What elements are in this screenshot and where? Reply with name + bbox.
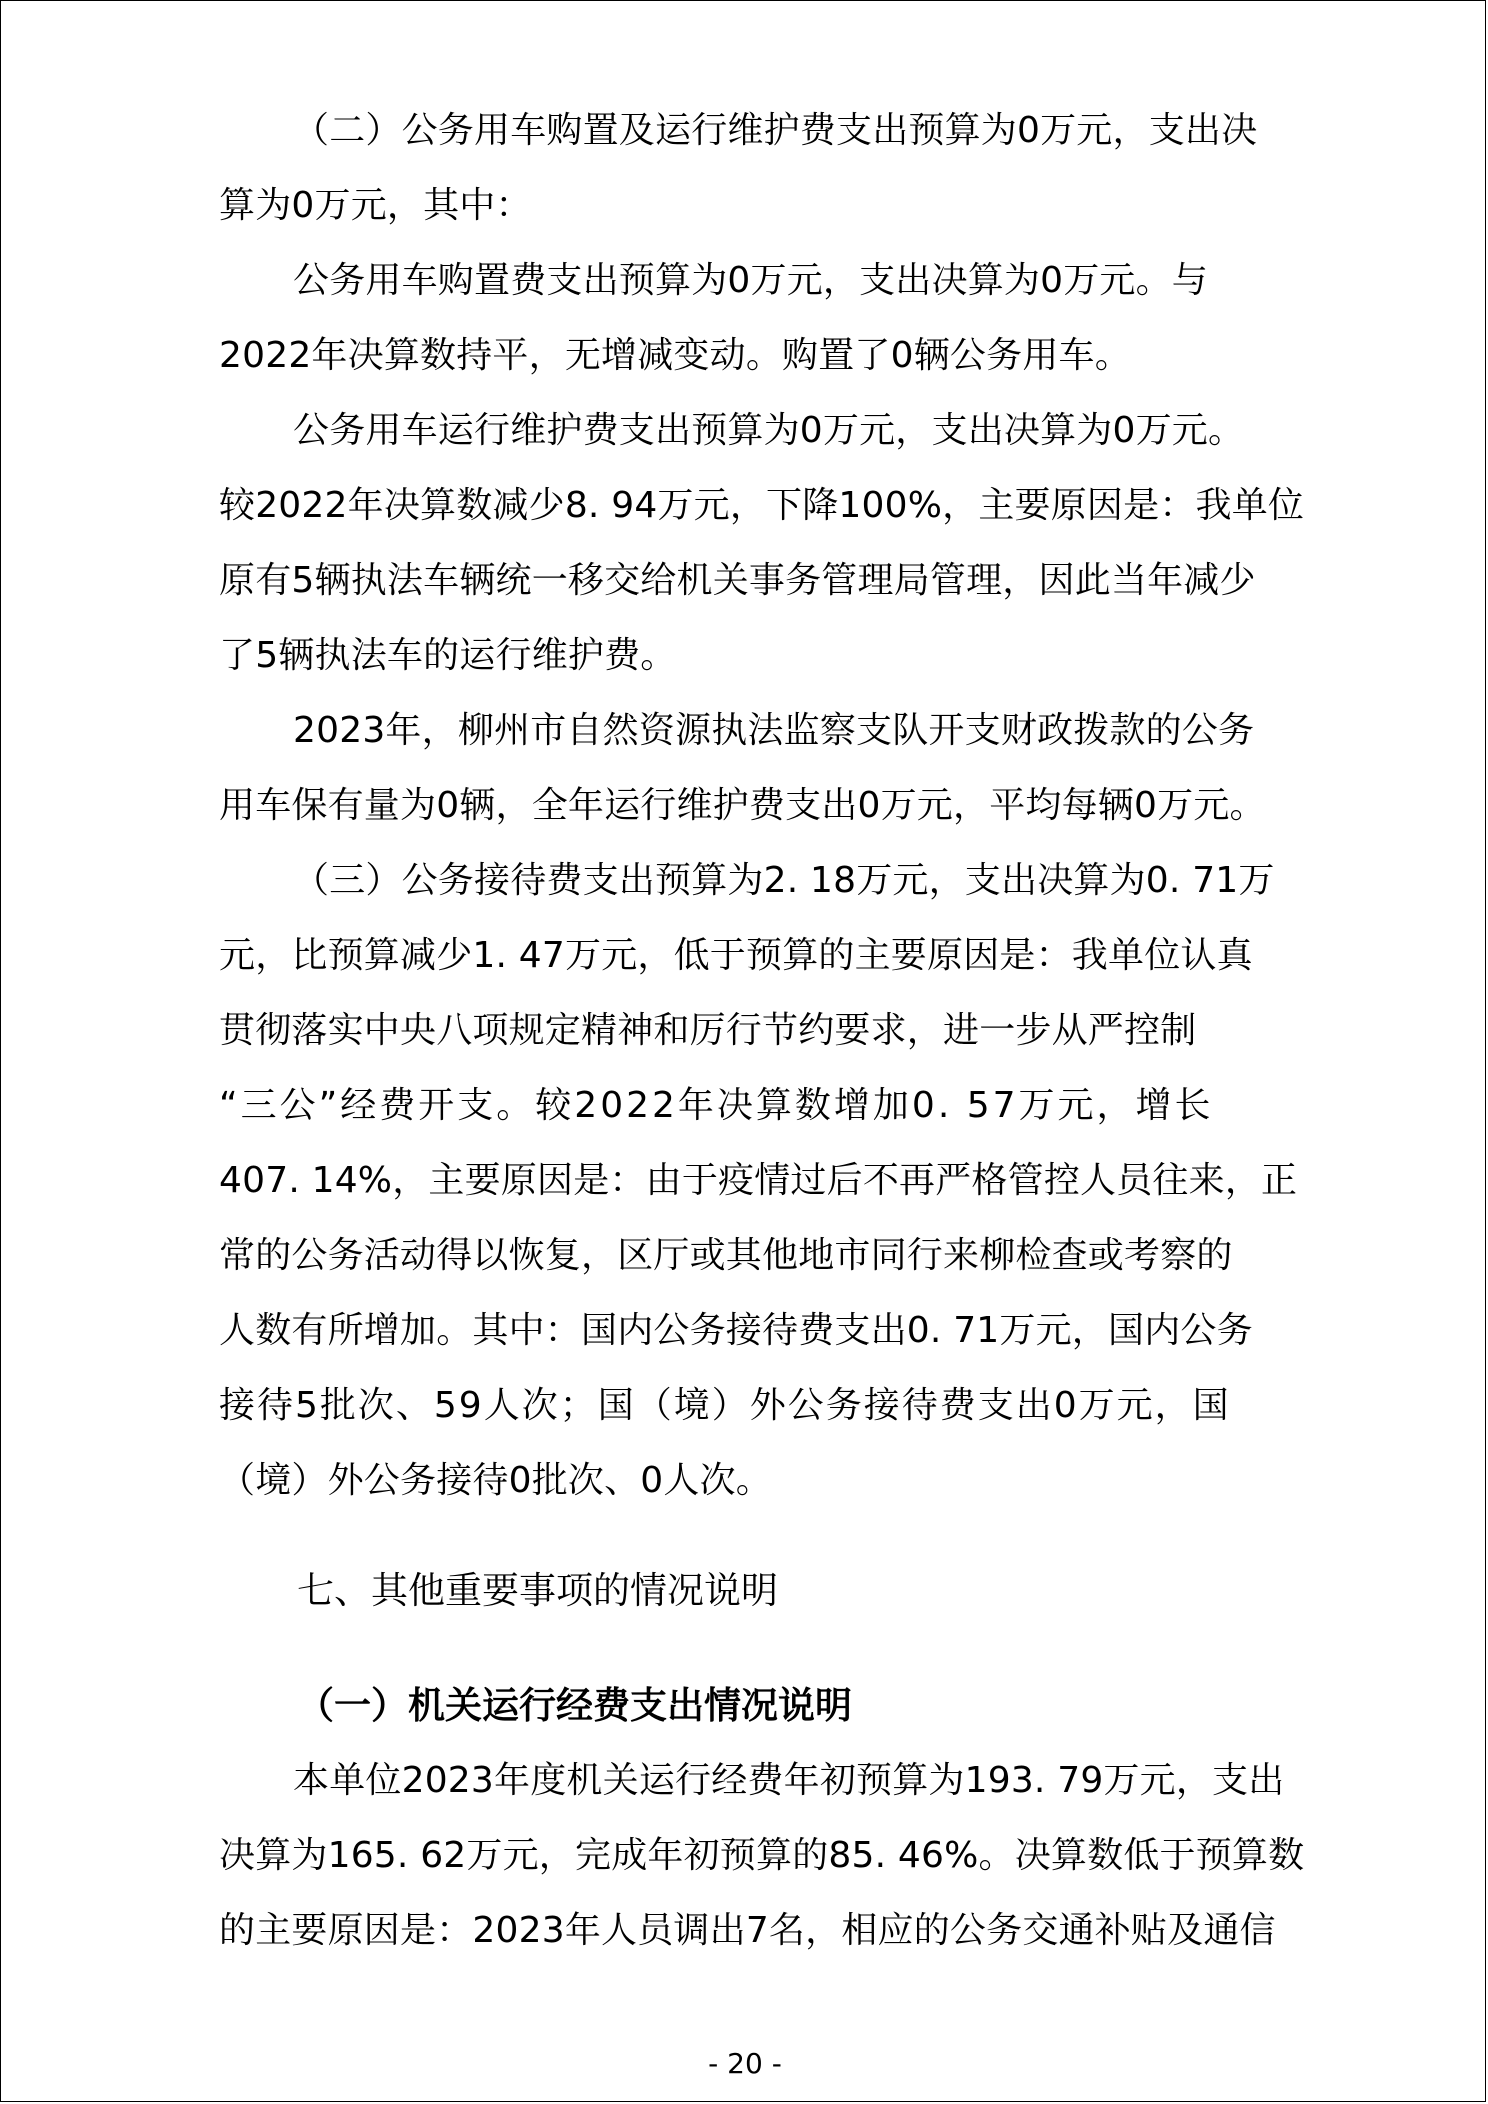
paragraph-line: 较2022年决算数减少8. 94万元，下降100%，主要原因是：我单位 [219, 485, 1305, 526]
paragraph-line: 2023年，柳州市自然资源执法监察支队开支财政拨款的公务 [293, 710, 1255, 751]
paragraph-line: （二）公务用车购置及运行维护费支出预算为0万元，支出决 [293, 110, 1258, 151]
paragraph-line: 公务用车运行维护费支出预算为0万元，支出决算为0万元。 [293, 410, 1245, 451]
section-heading: 七、其他重要事项的情况说明 [297, 1569, 778, 1612]
paragraph-line: “三公”经费开支。较2022年决算数增加0. 57万元，增长 [219, 1085, 1214, 1126]
paragraph-line: 了5辆执法车的运行维护费。 [219, 635, 677, 676]
paragraph-line: 407. 14%，主要原因是：由于疫情过后不再严格管控人员往来，正 [219, 1160, 1298, 1201]
paragraph-line: 2022年决算数持平，无增减变动。购置了0辆公务用车。 [219, 335, 1131, 376]
paragraph-line: 常的公务活动得以恢复，区厅或其他地市同行来柳检查或考察的 [219, 1235, 1233, 1276]
paragraph-line: 算为0万元，其中： [219, 185, 532, 226]
paragraph-line: 决算为165. 62万元，完成年初预算的85. 46%。决算数低于预算数 [219, 1835, 1305, 1876]
paragraph-line: 的主要原因是：2023年人员调出7名，相应的公务交通补贴及通信 [219, 1910, 1276, 1951]
paragraph-line: 接待5批次、59人次；国（境）外公务接待费支出0万元，国 [219, 1385, 1231, 1426]
paragraph-line: （三）公务接待费支出预算为2. 18万元，支出决算为0. 71万 [293, 860, 1275, 901]
subsection-heading: （一）机关运行经费支出情况说明 [297, 1684, 852, 1727]
paragraph-line: 元，比预算减少1. 47万元，低于预算的主要原因是：我单位认真 [219, 935, 1253, 976]
paragraph-line: 用车保有量为0辆，全年运行维护费支出0万元，平均每辆0万元。 [219, 785, 1266, 826]
paragraph-line: 公务用车购置费支出预算为0万元，支出决算为0万元。与 [293, 260, 1209, 301]
paragraph-line: 本单位2023年度机关运行经费年初预算为193. 79万元，支出 [293, 1760, 1285, 1801]
page-number: - 20 - [708, 2047, 782, 2080]
paragraph-line: 贯彻落实中央八项规定精神和厉行节约要求，进一步从严控制 [219, 1010, 1197, 1051]
paragraph-line: 原有5辆执法车辆统一移交给机关事务管理局管理，因此当年减少 [219, 560, 1256, 601]
paragraph-line: 人数有所增加。其中：国内公务接待费支出0. 71万元，国内公务 [219, 1310, 1253, 1351]
paragraph-line: （境）外公务接待0批次、0人次。 [219, 1460, 773, 1501]
